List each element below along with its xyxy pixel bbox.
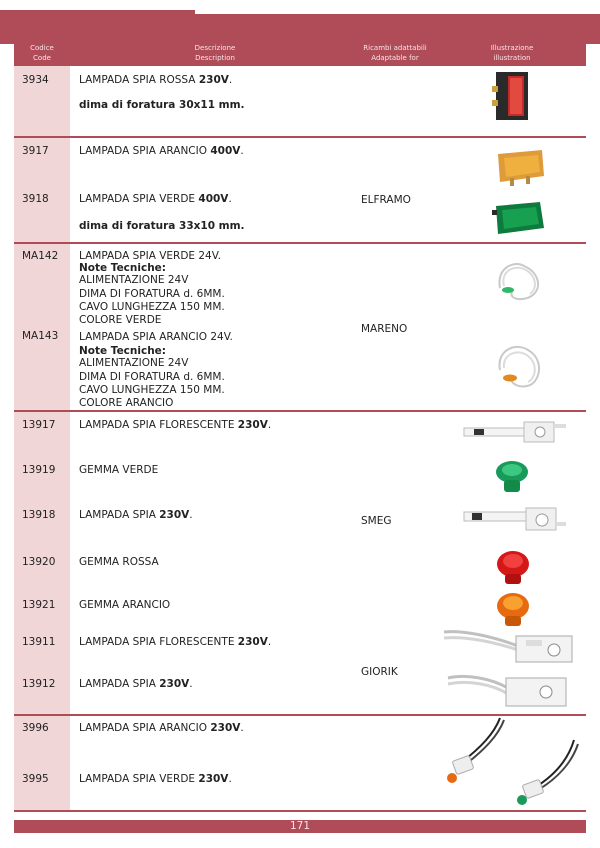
product-description [79,74,232,86]
red-gem-icon [494,548,532,588]
product-description [79,419,271,431]
product-code: 13918 [22,509,56,521]
note-line: CAVO LUNGHEZZA 150 MM. [79,301,225,313]
note-line: DIMA DI FORATURA d. 6MM. [79,371,225,383]
desc-text: LAMPADA SPIA VERDE [79,193,199,205]
product-code: MA142 [22,250,59,262]
desc-text: LAMPADA SPIA ARANCIO [79,722,211,734]
brand-label: ELFRAMO [361,194,411,206]
product-code: 13917 [22,419,56,431]
product-description: GEMMA ROSSA [79,556,159,568]
brand-label: SMEG [361,515,392,527]
desc-tail: . [240,145,244,157]
note-line: ALIMENTAZIONE 24V [79,274,189,286]
wired-lamp-holder-icon [442,626,580,672]
desc-tail: . [240,722,244,734]
header-illustration [460,40,564,66]
desc-text: LAMPADA SPIA ROSSA [79,74,199,86]
desc-voltage: 230V [198,773,229,785]
header-parts [340,40,450,66]
brand-label: MARENO [361,323,408,335]
header-code-it: Codice [30,44,54,52]
product-description [79,773,232,785]
desc-text: LAMPADA SPIA [79,678,160,690]
desc-voltage: 230V [237,636,268,648]
wired-lamp-holder-icon [446,668,572,714]
desc-tail: . [228,193,232,205]
desc-tail: . [189,509,193,521]
note-line: DIMA DI FORATURA d. 6MM. [79,288,225,300]
wired-led-orange-icon [440,716,510,788]
desc-text: LAMPADA SPIA ARANCIO [79,145,211,157]
header-description-it: Descrizione [194,44,236,52]
note-line: COLORE VERDE [79,314,162,326]
green-gem-icon [492,458,532,496]
product-description [79,145,244,157]
desc-tail: . [228,773,232,785]
header-parts-it: Ricambi adattabili [363,44,427,52]
desc-voltage: 230V [159,509,190,521]
wired-led-green-icon [510,738,580,808]
row-separator [14,136,586,138]
code-column [14,66,70,811]
desc-voltage: 230V [237,419,268,431]
product-description [79,193,232,205]
product-description [79,636,271,648]
product-code: 3917 [22,145,49,157]
red-pilot-lamp-icon [490,68,534,124]
note-heading: Note Tecniche: [79,345,167,357]
product-note: dima di foratura 33x10 mm. [79,220,245,232]
product-description [79,678,193,690]
fluorescent-lamp-holder-icon [460,414,570,450]
row-separator [14,242,586,244]
product-code: 3996 [22,722,49,734]
brand-label: GIORIK [361,666,398,678]
desc-text: LAMPADA SPIA VERDE [79,773,199,785]
header-illustration-en: illustration [493,54,531,62]
header-parts-en: Adaptable for [371,54,419,62]
product-description [79,509,193,521]
product-code: 13912 [22,678,56,690]
product-code: 3934 [22,74,49,86]
desc-tail: . [228,74,233,86]
desc-text: LAMPADA SPIA FLORESCENTE [79,419,238,431]
desc-tail: . [189,678,193,690]
wired-green-lamp-icon [494,258,546,306]
desc-text: LAMPADA SPIA [79,509,160,521]
header-code [14,40,70,66]
green-pilot-lamp-icon [490,196,550,240]
orange-gem-icon [494,590,532,630]
note-line: COLORE ARANCIO [79,397,174,409]
product-description: GEMMA ARANCIO [79,599,171,611]
product-code: 13920 [22,556,56,568]
note-line: CAVO LUNGHEZZA 150 MM. [79,384,225,396]
header-description-en: Description [195,54,235,62]
product-code: MA143 [22,330,59,342]
wired-orange-lamp-icon [492,340,548,396]
page-number: 171 [289,820,311,832]
desc-text: LAMPADA SPIA FLORESCENTE [79,636,238,648]
fluorescent-lamp-holder-icon [460,500,570,540]
desc-voltage: 230V [198,74,229,86]
product-description [79,722,244,734]
desc-voltage: 230V [159,678,190,690]
row-separator [14,810,586,812]
header-description [120,40,310,66]
product-description: GEMMA VERDE [79,464,159,476]
header-illustration-it: Illustrazione [490,44,534,52]
product-code: 13911 [22,636,56,648]
orange-pilot-lamp-icon [490,146,550,190]
desc-voltage: 400V [198,193,229,205]
header-code-en: Code [33,54,51,62]
note-line: ALIMENTAZIONE 24V [79,357,189,369]
row-separator [14,410,586,412]
note-heading: Note Tecniche: [79,262,167,274]
product-code: 13921 [22,599,56,611]
product-description: LAMPADA SPIA ARANCIO 24V. [79,331,233,343]
desc-tail: . [267,636,272,648]
product-description: LAMPADA SPIA VERDE 24V. [79,250,221,262]
product-note: dima di foratura 30x11 mm. [79,99,245,111]
desc-voltage: 400V [210,145,241,157]
product-code: 3995 [22,773,49,785]
desc-tail: . [267,419,272,431]
product-code: 3918 [22,193,49,205]
desc-voltage: 230V [210,722,241,734]
product-code: 13919 [22,464,56,476]
